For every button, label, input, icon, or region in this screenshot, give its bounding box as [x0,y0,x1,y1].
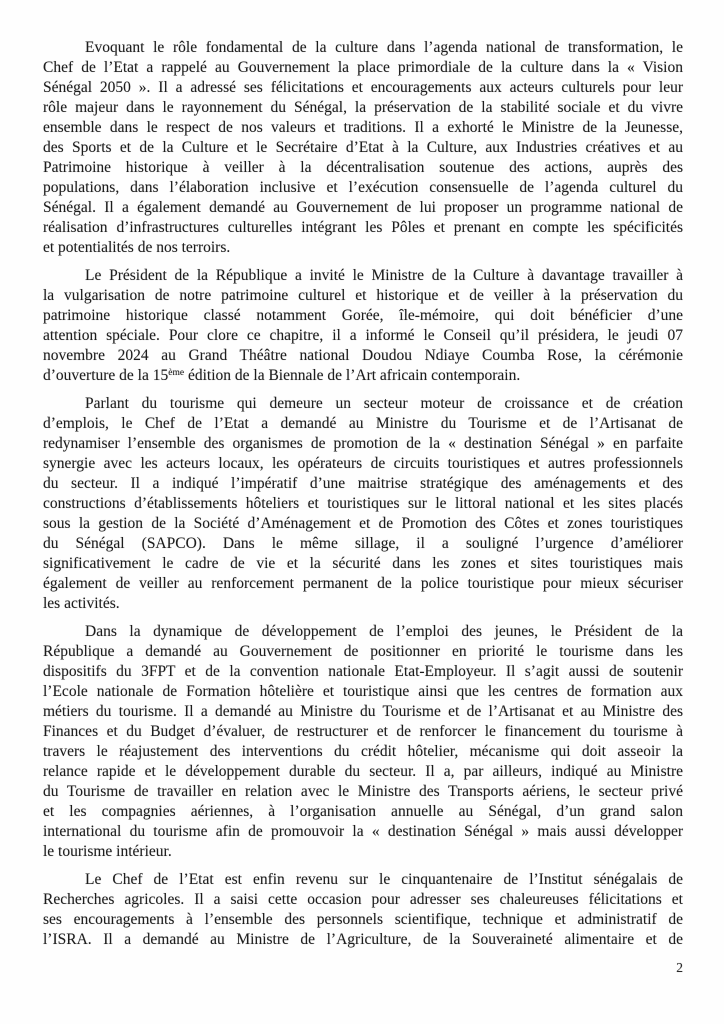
text-line: relance rapide et le développement durable du secteur. Il a, par ailleurs, indiqué au Ministre [43,763,683,780]
text-line: réalisation d’infrastructures culturelles intégrant les Pôles et prenant en compte les spécificités [43,219,683,236]
text-line: patrimoine historique classé notamment Gorée, île-mémoire, qui doit bénéficier d’une [43,307,683,324]
text-line: significativement le cadre de vie et la sécurité dans les zones et sites touristiques mais [43,555,683,572]
text-line: Le Chef de l’Etat est enfin revenu sur le cinquantenaire de l’Institut sénégalais de [85,871,683,888]
text-line: Sénégal. Il a également demandé au Gouvernement de lui proposer un programme national de [43,199,683,216]
text-line: dispositifs du 3FPT et de la convention nationale Etat-Employeur. Il s’agit aussi de soutenir [43,663,683,680]
text-line: Chef de l’Etat a rappelé au Gouvernement la place primordiale de la culture dans la « Vision [43,59,683,76]
paragraph [43,394,683,614]
text-line: populations, dans l’élaboration inclusive et l’exécution consensuelle de l’agenda culturel du [43,179,683,196]
text-line: l’ISRA. Il a demandé au Ministre de l’Agriculture, de la Souveraineté alimentaire et de [43,931,683,948]
text-line: ensemble dans le respect de nos valeurs et traditions. Il a exhorté le Ministre de la Jeunesse, [43,119,683,136]
text-line: les activités. [43,595,120,612]
text-line: international du tourisme afin de promouvoir la « destination Sénégal » mais aussi développer [43,823,683,840]
page-number: 2 [676,960,683,975]
text-line: des Sports et de la Culture et le Secrétaire d’Etat à la Culture, aux Industries créatives et au [43,139,683,156]
text-line: Patrimoine historique à veiller à la décentralisation soutenue des actions, auprès des [43,159,683,176]
text-line: Le Président de la République a invité le Ministre de la Culture à davantage travailler à [85,267,683,284]
paragraph [43,266,683,386]
text-line: attention spéciale. Pour clore ce chapitre, il a informé le Conseil qu’il présidera, le jeudi 07 [43,327,683,344]
paragraph [43,38,683,258]
text-line: synergie avec les acteurs locaux, les opérateurs de circuits touristiques et autres professionnels [43,455,683,472]
text-line [43,366,683,386]
line-text: d’ouverture de la 15 [43,367,169,384]
text-line: Evoquant le rôle fondamental de la culture dans l’agenda national de transformation, le [85,39,683,56]
text-line: redynamiser l’ensemble des organismes de promotion de la « destination Sénégal » en parfaite [43,435,683,452]
text-line: Parlant du tourisme qui demeure un secteur moteur de croissance et de création [85,395,683,412]
text-line: Sénégal 2050 ». Il a adressé ses félicitations et encouragements aux acteurs culturels pour leur [43,79,683,96]
text-line: rôle majeur dans le rayonnement du Sénégal, la préservation de la stabilité sociale et du vivre [43,99,683,116]
paragraph [43,870,683,950]
text-line: sous la gestion de la Société d’Aménagement et de Promotion des Côtes et zones touristiques [43,515,683,532]
text-line: du Sénégal (SAPCO). Dans le même sillage, il a souligné l’urgence d’améliorer [43,535,683,552]
text-line: du Tourisme de travailler en relation avec le Ministre des Transports aériens, le secteur privé [43,783,683,800]
text-line: et les compagnies aériennes, à l’organisation annuelle au Sénégal, d’un grand salon [43,803,683,820]
text-line: constructions d’établissements hôteliers et touristiques sur le littoral national et les sites placés [43,495,683,512]
line-text: édition de la Biennale de l’Art africain contemporain. [184,367,521,384]
text-line: le tourisme intérieur. [43,843,172,860]
text-line: ses encouragements à l’ensemble des personnels scientifique, technique et administratif de [43,911,683,928]
text-line: également de veiller au renforcement permanent de la police touristique pour mieux sécuriser [43,575,683,592]
text-line: République a demandé au Gouvernement de positionner en priorité le tourisme dans les [43,643,683,660]
text-line: l’Ecole nationale de Formation hôtelière et touristique ainsi que les centres de formation aux [43,683,683,700]
ordinal-superscript: ème [168,368,185,378]
text-line: travers le réajustement des interventions du crédit hôtelier, mécanisme qui doit asseoir la [43,743,683,760]
text-line: novembre 2024 au Grand Théâtre national Doudou Ndiaye Coumba Rose, la cérémonie [43,347,683,364]
paragraph [43,622,683,862]
document-body [43,38,683,958]
text-line: du secteur. Il a indiqué l’impératif d’une maitrise stratégique des aménagements et des [43,475,683,492]
text-line: et potentialités de nos terroirs. [43,239,231,256]
text-line: Dans la dynamique de développement de l’emploi des jeunes, le Président de la [85,623,683,640]
text-line: métiers du tourisme. Il a demandé au Ministre du Tourisme et de l’Artisanat et au Ministre des [43,703,683,720]
text-line: la vulgarisation de notre patrimoine culturel et historique et de veiller à la préservation du [43,287,683,304]
text-line: d’emplois, le Chef de l’Etat a demandé au Ministre du Tourisme et de l’Artisanat de [43,415,683,432]
text-line: Finances et du Budget d’évaluer, de restructurer et de renforcer le financement du tourisme à [43,723,683,740]
text-line: Recherches agricoles. Il a saisi cette occasion pour adresser ses chaleureuses félicitations et [43,891,683,908]
